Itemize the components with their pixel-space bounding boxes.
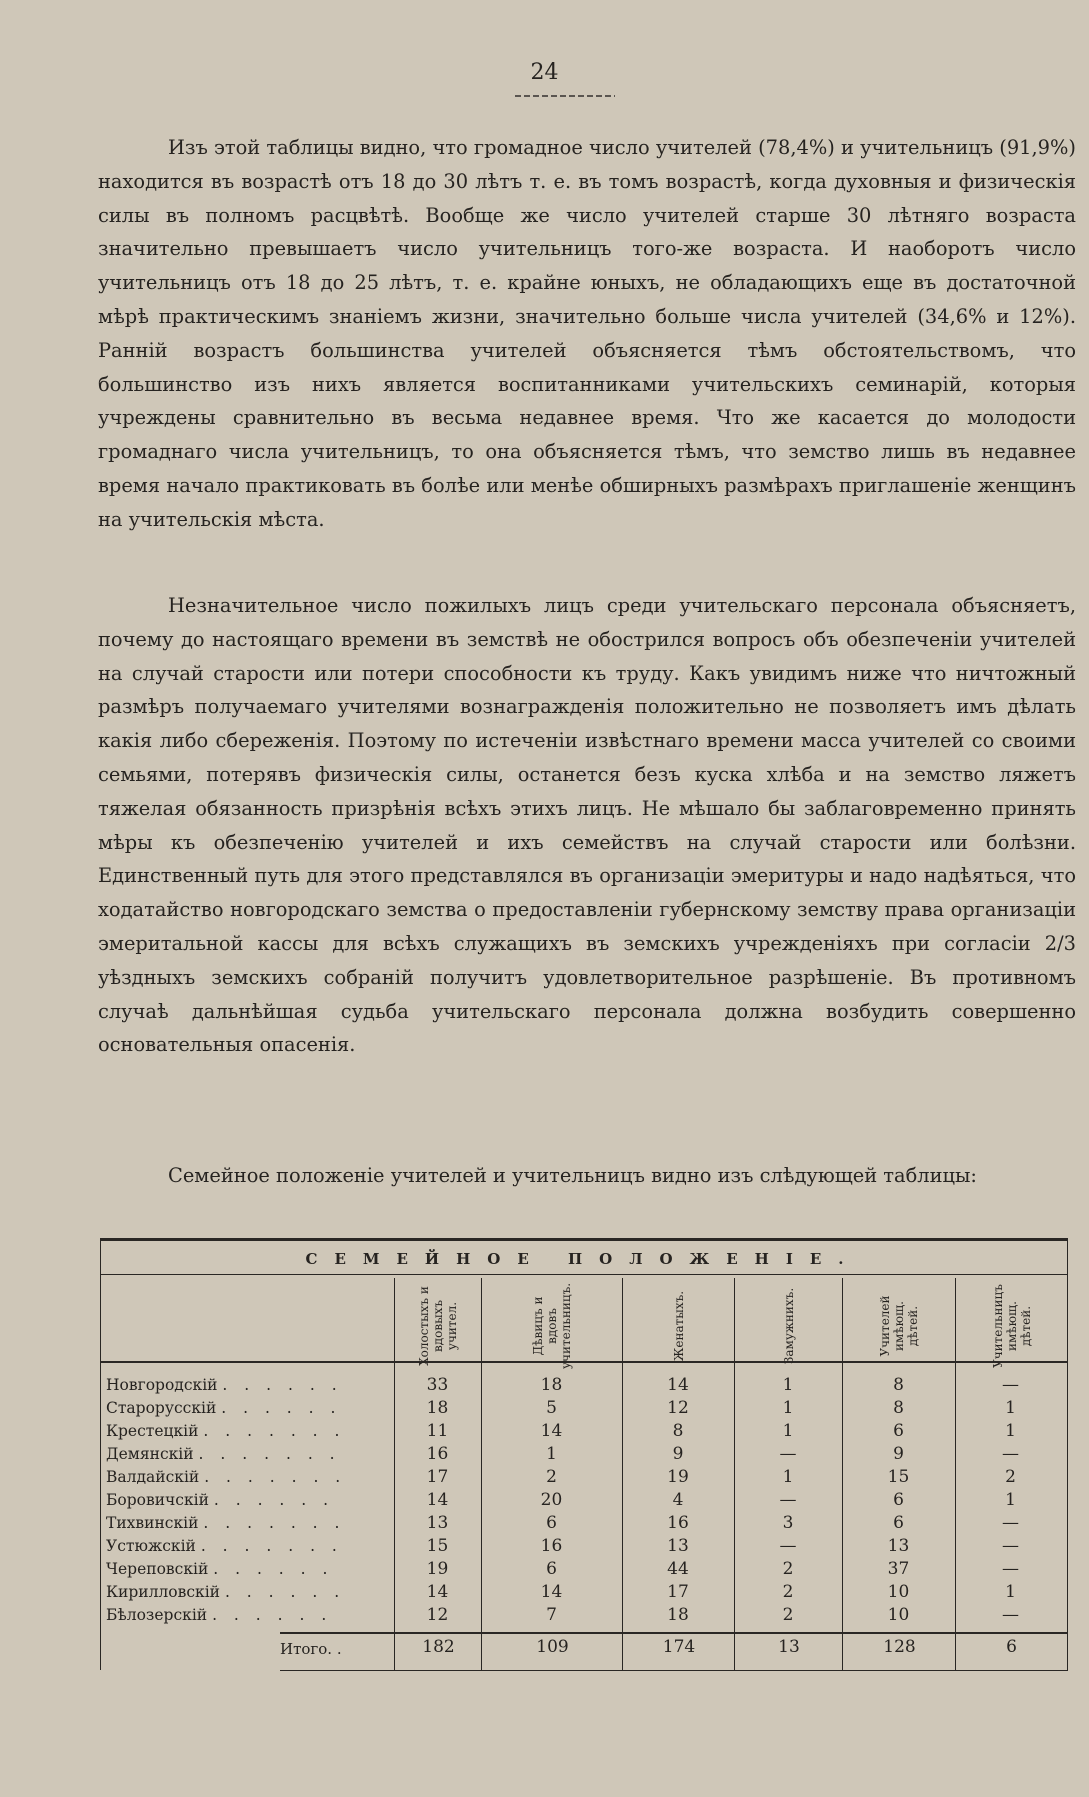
table-cell: 12 <box>426 1605 449 1625</box>
table-cell: 8 <box>893 1375 904 1395</box>
column-header-married-male: Женатыхъ. <box>671 1290 686 1362</box>
column-header-male-with-children: Учителей имѣющ. дѣтей. <box>878 1295 920 1357</box>
table-cell: 2 <box>546 1467 557 1487</box>
table-cell: 37 <box>887 1559 910 1579</box>
table-title-rule <box>100 1274 1068 1275</box>
table-cell: 8 <box>672 1421 684 1441</box>
table-cell: — <box>779 1490 797 1510</box>
total-cell: 174 <box>662 1637 696 1657</box>
table-cell: 44 <box>667 1559 689 1579</box>
table-top-rule <box>100 1238 1068 1241</box>
district-name: Старорусскій <box>106 1399 217 1417</box>
table-row: Старорусскій . . . . . . 18 5 12 1 8 1 <box>106 1397 1066 1420</box>
table-bottom-rule <box>280 1670 1068 1671</box>
table-cell: 18 <box>667 1605 689 1625</box>
table-cell: 5 <box>546 1398 557 1418</box>
table-row: Тихвинскій . . . . . . . 13 6 16 3 6 — <box>106 1512 1066 1535</box>
table-cell: 14 <box>540 1421 563 1441</box>
table-cell: — <box>1002 1375 1019 1395</box>
table-cell: 1 <box>782 1375 794 1395</box>
district-name: Тихвинскій <box>106 1514 199 1532</box>
table-row: Демянскій . . . . . . . 16 1 9 — 9 — <box>106 1443 1066 1466</box>
table-cell: 15 <box>887 1467 910 1487</box>
table-cell: 13 <box>667 1536 689 1556</box>
district-name: Бѣлозерскій <box>106 1606 208 1624</box>
district-name: Череповскій <box>106 1560 209 1578</box>
table-cell: 12 <box>667 1398 689 1418</box>
total-cell: 128 <box>883 1637 916 1657</box>
column-header-married-female: Замужнихъ. <box>781 1287 796 1365</box>
table-cell: 9 <box>672 1444 684 1464</box>
table-cell: 10 <box>887 1605 910 1625</box>
table-cell: 10 <box>887 1582 910 1602</box>
district-name: Боровичскій <box>106 1491 209 1509</box>
table-cell: 15 <box>426 1536 449 1556</box>
table-cell: 19 <box>667 1467 689 1487</box>
table-cell: 8 <box>893 1398 904 1418</box>
table-cell: 1 <box>782 1421 794 1441</box>
table-cell: 1 <box>1005 1421 1016 1441</box>
table-cell: — <box>1002 1559 1019 1579</box>
table-cell: 6 <box>893 1513 904 1533</box>
table-row: Валдайскій . . . . . . . 17 2 19 1 15 2 <box>106 1466 1066 1489</box>
family-status-table <box>106 1374 1066 1627</box>
table-cell: 19 <box>426 1559 449 1579</box>
table-cell: — <box>779 1536 797 1556</box>
table-cell: 1 <box>1005 1398 1016 1418</box>
table-row: Кирилловскій . . . . . . 14 14 17 2 10 1 <box>106 1581 1066 1604</box>
table-cell: 20 <box>540 1490 563 1510</box>
table-cell: 2 <box>782 1559 794 1579</box>
table-cell: 2 <box>782 1582 794 1602</box>
table-cell: 16 <box>667 1513 689 1533</box>
table-cell: 14 <box>540 1582 563 1602</box>
table-cell: 2 <box>1005 1467 1016 1487</box>
table-cell: 13 <box>426 1513 449 1533</box>
table-row: Новгородскій . . . . . . 33 18 14 1 8 — <box>106 1374 1066 1397</box>
table-cell: 6 <box>546 1559 557 1579</box>
table-cell: 6 <box>893 1421 904 1441</box>
table-cell: 1 <box>1005 1582 1016 1602</box>
table-cell: 17 <box>426 1467 449 1487</box>
table-cell: — <box>779 1444 797 1464</box>
table-cell: 3 <box>782 1513 794 1533</box>
total-cell: 13 <box>778 1637 800 1657</box>
table-cell: 1 <box>1005 1490 1016 1510</box>
table-cell: 1 <box>546 1444 557 1464</box>
district-name: Кирилловскій <box>106 1583 220 1601</box>
table-cell: 11 <box>426 1421 449 1441</box>
column-header-single-male: Холостыхъ и вдовыхъ учител. <box>417 1286 459 1366</box>
district-name: Крестецкій <box>106 1422 199 1440</box>
table-cell: 14 <box>426 1490 449 1510</box>
district-name: Демянскій <box>106 1445 194 1463</box>
total-label: Итого. . <box>280 1640 342 1658</box>
table-cell: 33 <box>426 1375 449 1395</box>
table-cell: — <box>1002 1513 1019 1533</box>
table-cell: 13 <box>887 1536 910 1556</box>
table-cell: 17 <box>667 1582 689 1602</box>
district-name: Устюжскій <box>106 1537 196 1555</box>
table-row: Бѣлозерскій . . . . . . 12 7 18 2 10 — <box>106 1604 1066 1627</box>
table-row: Устюжскій . . . . . . . 15 16 13 — 13 — <box>106 1535 1066 1558</box>
table-cell: 1 <box>782 1398 794 1418</box>
table-row: Боровичскій . . . . . . 14 20 4 — 6 1 <box>106 1489 1066 1512</box>
paragraph-3: Семейное положеніе учителей и учительницъ видно изъ слѣдующей таблицы: <box>168 1164 977 1187</box>
paragraph-2: Незначительное число пожилыхъ лицъ среди учительскаго персонала объясняетъ, почему до настоящаго времени въ земствѣ не обострился вопросъ объ обезпеченіи учителей на случай старости или потери способности къ труду. Какъ увидимъ ниже что ничтожный размѣръ получаемаго учителями вознагражденія положительно не позволяетъ имъ дѣлать какія либо сбереженія. Поэтому по истеченіи извѣстнаго времени масса учителей со своими семьями, потерявъ физическія силы, останется безъ куска хлѣба и на земство ляжетъ тяжелая обязанность призрѣнія всѣхъ этихъ лицъ. Не мѣшало бы заблаговременно принять мѣры къ обезпеченію учителей и ихъ семействъ на случай старости или болѣзни. Единственный путь для этого представлялся въ организаціи эмеритуры и надо надѣяться, что ходатайство новгородскаго земства о предоставленіи губернскому земству права организаціи эмеритальной кассы для всѣхъ служащихъ въ земскихъ учрежденіяхъ при согласіи 2/3 уѣздныхъ земскихъ собраній получитъ удовлетворительное разрѣшеніе. Въ противномъ случаѣ дальнѣйшая судьба учительскаго персонала должна возбудить совершенно основательныя опасенія. <box>98 594 1076 1057</box>
table-cell: 9 <box>893 1444 904 1464</box>
table-left-rule <box>100 1240 101 1670</box>
table-cell: 6 <box>546 1513 557 1533</box>
table-cell: 2 <box>782 1605 794 1625</box>
table-cell: 7 <box>546 1605 557 1625</box>
district-name: Валдайскій <box>106 1468 200 1486</box>
table-cell: 4 <box>672 1490 684 1510</box>
total-cell: 6 <box>1006 1637 1017 1657</box>
table-cell: 14 <box>667 1375 689 1395</box>
table-row: Череповскій . . . . . . 19 6 44 2 37 — <box>106 1558 1066 1581</box>
table-cell: — <box>1002 1536 1019 1556</box>
table-title: СЕМЕЙНОЕ ПОЛОЖЕНІЕ. <box>305 1250 861 1268</box>
table-cell: 16 <box>426 1444 449 1464</box>
table-cell: — <box>1002 1605 1019 1625</box>
district-name: Новгородскій <box>106 1376 218 1394</box>
table-total-rule <box>280 1632 1068 1634</box>
page-number: 24 <box>530 60 559 85</box>
table-cell: 18 <box>426 1398 449 1418</box>
table-cell: 16 <box>540 1536 563 1556</box>
table-cell: 18 <box>540 1375 563 1395</box>
column-header-single-female: Дѣвицъ и вдовъ учительницъ. <box>531 1282 573 1370</box>
total-cell: 109 <box>536 1637 569 1657</box>
paragraph-1: Изъ этой таблицы видно, что громадное число учителей (78,4%) и учительницъ (91,9%) находится въ возрастѣ отъ 18 до 30 лѣтъ т. е. въ томъ возрастѣ, когда духовныя и физическія силы въ полномъ расцвѣтѣ. Вообще же число учителей старше 30 лѣтняго возраста значительно превышаетъ число учительницъ того-же возраста. И наоборотъ число учительницъ отъ 18 до 25 лѣтъ, т. е. крайне юныхъ, не обладающихъ еще въ достаточной мѣрѣ практическимъ знаніемъ жизни, значительно больше числа учителей (34,6% и 12%). Ранній возрастъ большинства учителей объясняется тѣмъ обстоятельствомъ, что большинство изъ нихъ является воспитанниками учительскихъ семинарій, которыя учреждены сравнительно въ весьма недавнее время. Что же касается до молодости громаднаго числа учительницъ, то она объясняется тѣмъ, что земство лишь въ недавнее время начало практиковать въ болѣе или менѣе обширныхъ размѣрахъ приглашеніе женщинъ на учительскія мѣста. <box>98 136 1076 531</box>
table-cell: 14 <box>426 1582 449 1602</box>
table-row: Крестецкій . . . . . . . 11 14 8 1 6 1 <box>106 1420 1066 1443</box>
total-cell: 182 <box>422 1637 455 1657</box>
table-cell: 1 <box>782 1467 794 1487</box>
column-header-female-with-children: Учительницъ имѣющ. дѣтей. <box>990 1284 1033 1368</box>
table-cell: 6 <box>893 1490 904 1510</box>
table-cell: — <box>1002 1444 1019 1464</box>
page-number-ornament <box>515 95 615 97</box>
table-right-rule <box>1067 1240 1068 1670</box>
